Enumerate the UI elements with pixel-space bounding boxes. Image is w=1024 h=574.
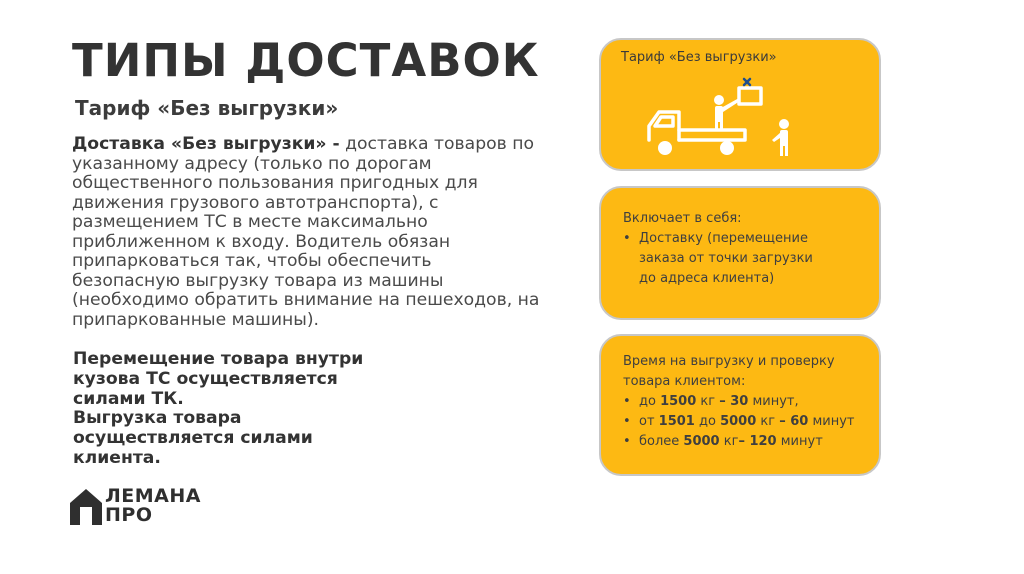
- unloading-time-card: [599, 334, 881, 476]
- text: от: [639, 414, 659, 429]
- includes-card: [599, 186, 881, 320]
- text: кг: [719, 434, 739, 449]
- page-title: ТИПЫ ДОСТАВОК: [72, 34, 540, 87]
- minutes-value: – 60: [779, 414, 809, 429]
- tariff-card: [599, 38, 881, 171]
- includes-heading: Включает в себя:: [623, 211, 742, 226]
- weight-value: 1501: [658, 414, 695, 429]
- includes-list: [623, 229, 873, 289]
- weight-value: 5000: [683, 434, 720, 449]
- text: минут: [776, 434, 823, 449]
- time-heading: Время на выгрузку и проверку товара клиентом:: [623, 354, 835, 389]
- time-row-2: [623, 412, 873, 432]
- text: минут,: [748, 394, 799, 409]
- text: кг: [756, 414, 780, 429]
- text: более: [639, 434, 684, 449]
- includes-item: • Доставку (перемещение заказа от точки загрузки до адреса клиента): [623, 229, 829, 289]
- logo-line-1: ЛЕМАНА: [105, 485, 201, 507]
- description-lead: Доставка «Без выгрузки» -: [72, 134, 340, 154]
- responsibility-line-1: Перемещение товара внутри кузова ТС осуществляется силами ТК.: [73, 349, 364, 409]
- lemana-pro-logo: [70, 485, 230, 529]
- description-paragraph: [72, 135, 542, 330]
- text: до: [639, 394, 661, 409]
- minutes-value: – 120: [738, 434, 777, 449]
- minutes-value: – 30: [719, 394, 749, 409]
- description-text: доставка товаров по указанному адресу (только по дорогам общественного пользования пригодных для движения грузового автотранспорта), с размещением ТС в месте максимально приближенном к входу. Водитель обязан припарковаться так, чтобы обеспечить безопасную выгрузку товара из машины (необходимо обратить внимание на пешеходов, на припаркованные машины).: [72, 134, 540, 330]
- house-logo-icon: [70, 489, 102, 525]
- logo-wordmark: [105, 487, 201, 525]
- time-list: [623, 392, 873, 452]
- text: минут: [808, 414, 855, 429]
- tariff-subtitle: Тариф «Без выгрузки»: [75, 96, 339, 120]
- weight-value: 1500: [660, 394, 697, 409]
- logo-line-2: ПРО: [105, 504, 153, 526]
- time-row-3: [623, 432, 873, 452]
- responsibility-note: [73, 350, 393, 469]
- responsibility-line-2: Выгрузка товара осуществляется силами клиента.: [73, 408, 313, 468]
- weight-value: 5000: [720, 414, 757, 429]
- truck-unloading-icon: [641, 68, 801, 163]
- text: кг: [696, 394, 720, 409]
- tariff-card-title: Тариф «Без выгрузки»: [621, 50, 777, 65]
- time-row-1: [623, 392, 873, 412]
- text: до: [694, 414, 721, 429]
